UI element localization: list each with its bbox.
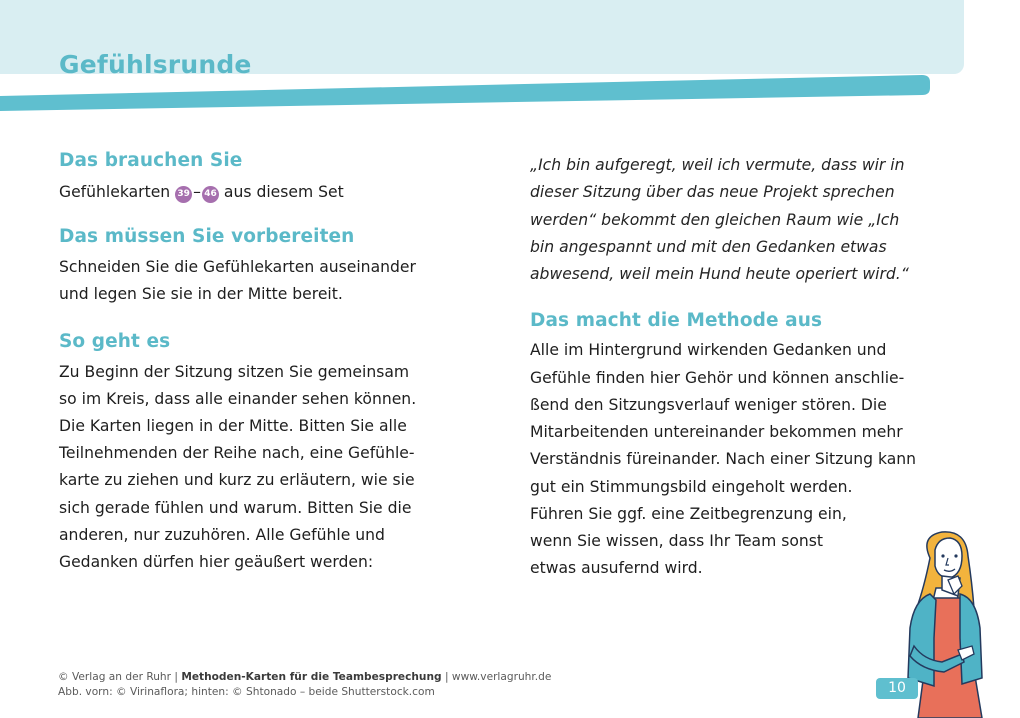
- quote-line: bin angespannt und mit den Gedanken etwas: [530, 237, 887, 256]
- materials-suffix: aus diesem Set: [223, 183, 344, 201]
- card-number-badge-start: 39: [175, 186, 192, 203]
- quote-line: „Ich bin aufgeregt, weil ich vermute, dass wir in: [530, 156, 905, 174]
- preparation-text: [59, 254, 479, 308]
- materials-line: [59, 179, 479, 206]
- page-title: Gefühlsrunde: [59, 50, 252, 79]
- quote-line: dieser Sitzung über das neue Projekt sprechen: [530, 183, 895, 202]
- section-heading-benefits: Das macht die Methode aus: [530, 310, 823, 332]
- footer-publisher: © Verlag an der Ruhr: [58, 671, 171, 683]
- text-line: ßend den Sitzungsverlauf weniger stören. Die: [530, 395, 887, 414]
- text-line: Verständnis füreinander. Nach einer Sitzung kann: [530, 450, 917, 469]
- footer-website-link[interactable]: www.verlagruhr.de: [451, 671, 552, 683]
- example-quote: [530, 152, 970, 288]
- quote-line: werden“ bekommt den gleichen Raum wie „Ich: [530, 210, 900, 229]
- section-heading-procedure: So geht es: [59, 330, 171, 352]
- footer-credits: Abb. vorn: © Virinaflora; hinten: © Shtonado – beide Shutterstock.com: [58, 686, 435, 698]
- text-line: Gefühle finden hier Gehör und können anschlie-: [530, 368, 905, 387]
- text-line: Teilnehmenden der Reihe nach, eine Gefühle-: [59, 444, 415, 463]
- text-line: Die Karten liegen in der Mitte. Bitten Sie alle: [59, 417, 407, 436]
- page-number-badge: 10: [876, 678, 918, 699]
- materials-prefix: Gefühlekarten: [59, 183, 171, 201]
- text-line: Zu Beginn der Sitzung sitzen Sie gemeinsam: [59, 362, 410, 381]
- text-line: Alle im Hintergrund wirkenden Gedanken und: [530, 341, 887, 360]
- text-line: anderen, nur zuzuhören. Alle Gefühle und: [59, 525, 385, 544]
- text-line: wenn Sie wissen, dass Ihr Team sonst: [530, 531, 824, 550]
- procedure-text: [59, 359, 479, 577]
- text-line: und legen Sie sie in der Mitte bereit.: [59, 285, 343, 304]
- footer-product-title: Methoden-Karten für die Teambesprechung: [181, 671, 442, 683]
- text-line: Mitarbeitenden untereinander bekommen mehr: [530, 423, 903, 442]
- text-line: gut ein Stimmungsbild eingeholt werden.: [530, 477, 853, 496]
- text-line: etwas ausufernd wird.: [530, 559, 703, 578]
- text-line: Gedanken dürfen hier geäußert werden:: [59, 553, 374, 572]
- left-column: [59, 146, 479, 576]
- footer-separator: |: [441, 671, 452, 683]
- right-column: [530, 152, 970, 582]
- card-number-badge-end: 46: [202, 186, 219, 203]
- text-line: Schneiden Sie die Gefühlekarten auseinander: [59, 258, 416, 277]
- text-line: so im Kreis, dass alle einander sehen können.: [59, 389, 417, 408]
- text-line: Führen Sie ggf. eine Zeitbegrenzung ein,: [530, 504, 847, 523]
- footer: [58, 670, 551, 700]
- footer-separator: |: [171, 671, 182, 683]
- quote-line: abwesend, weil mein Hund heute operiert wird.“: [530, 265, 909, 284]
- text-line: karte zu ziehen und kurz zu erläutern, wie sie: [59, 471, 415, 490]
- section-heading-materials: Das brauchen Sie: [59, 150, 243, 171]
- range-separator: –: [193, 183, 201, 201]
- footer-line-1: [58, 670, 551, 685]
- section-heading-preparation: Das müssen Sie vorbereiten: [59, 226, 355, 248]
- text-line: sich gerade fühlen und warum. Bitten Sie die: [59, 498, 412, 517]
